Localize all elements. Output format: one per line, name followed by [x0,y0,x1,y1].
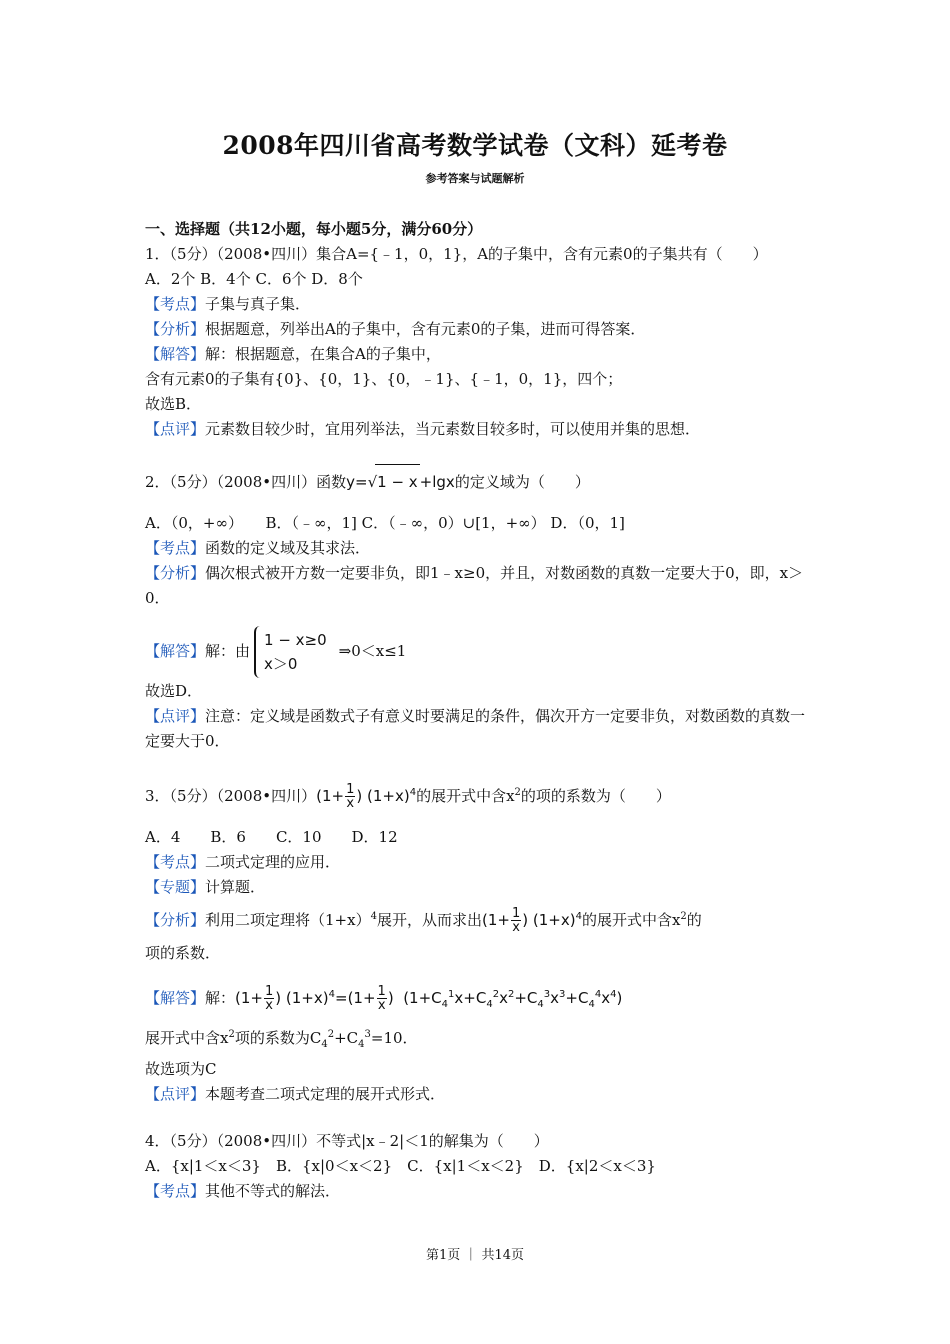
q3-j-end: ) [616,989,623,1007]
tag-fenxi: 【分析】 [145,911,206,929]
frac-den: x [265,998,273,1013]
q3-fenxi-mid: 展开，从而求出 [376,911,482,929]
q3-c-sub: 4 [441,999,449,1010]
q1-stem: 1．（5分）（2008•四川）集合A={﹣1，0，1}，A的子集中，含有元素0的子集共有（ ） [145,245,768,263]
q2-jieda-pre: 解：由 [205,642,251,660]
q2-jieda [145,623,810,679]
q1-fenxi [145,317,810,342]
tag-kaodian: 【考点】 [145,1182,206,1200]
page-subtitle: 参考答案与试题解析 [425,172,525,185]
document-body [145,217,810,1204]
q1-jieda-text: 解：根据题意，在集合A的子集中， [205,345,441,363]
q3-exp: 4 [409,787,417,798]
q3-fx-open: (1+ [481,911,510,929]
frac-num: 1 [511,906,521,921]
tag-kaodian: 【考点】 [145,295,206,313]
spacer [145,611,810,623]
q2-system [254,626,335,678]
tag-dianping: 【点评】 [145,420,206,438]
q3-kaodian [145,850,810,875]
q3-c-sub: 4 [588,999,595,1010]
q2-choice: 故选D． [145,682,203,700]
q3-j-exp: 4 [328,989,335,1000]
q1-fenxi-text: 根据题意，列举出A的子集中，含有元素0的子集，进而可得答案． [205,320,646,338]
q3-fenxi-pre: 利用二项定理将（1+x） [205,911,371,929]
q3-j-x3: x [550,989,560,1007]
q3-c-sup: 4 [594,989,602,1000]
q3-pow: 4 [610,989,617,1000]
q3-c-sub: 4 [537,999,544,1010]
q3-options: A．4 B．6 C．10 D．12 [145,828,398,846]
q3-coef-end: =10． [370,1029,418,1047]
q3-plus-c: +C [565,989,589,1007]
q3-jieda-expr [235,984,623,1013]
q3-coef-sub: 4 [321,1039,328,1050]
tag-jieda: 【解答】 [145,345,206,363]
q2-kaodian [145,536,810,561]
q3-fenxi-exp: 4 [370,911,377,922]
q2-jieda-post: ⇒0＜x≤1 [338,642,407,660]
q2-dianping-text: 注意：定义域是函数式子有意义时要满足的条件，偶次开方一定要非负，对数函数的真数一定要大于0． [145,707,806,750]
q3-coef-sub: 4 [358,1039,365,1050]
page-title: 2008年四川省高考数学试卷（文科）延考卷 [222,131,728,160]
frac-den: x [346,796,355,811]
q3-jieda [145,978,810,1022]
q2-radicand: 1 − x [375,464,420,499]
sqrt-icon: √ [367,473,378,491]
q3-stem-pre: 3．（5分）（2008•四川） [145,787,317,805]
spacer [145,813,810,825]
q3-j-open2: (1+ [347,989,376,1007]
tag-zhuanti: 【专题】 [145,878,206,896]
q3-c-sub: 4 [486,999,493,1010]
q1-kaodian [145,292,810,317]
q3-coef-plus: +C [334,1029,359,1047]
tag-jieda: 【解答】 [145,642,206,660]
q4-stem: 4．（5分）（2008•四川）不等式|x﹣2|＜1的解集为（ ） [145,1132,549,1150]
tag-jieda: 【解答】 [145,989,206,1007]
tag-fenxi: 【分析】 [145,564,206,582]
q2-func-y: y= [346,473,368,491]
q3-j-x2: x [499,989,508,1007]
page-footer: 第1页 ｜ 共14页 [425,1248,525,1263]
q3-zhuanti-text: 计算题． [205,878,266,896]
q3-j-x4: x [601,989,611,1007]
q2-options: A．（0，+∞） B．（﹣∞，1] C．（﹣∞，0）∪[1，+∞） D．（0，1] [145,514,625,532]
q1-options: A．2个 B．4个 C．6个 D．8个 [145,270,363,288]
q3-dianping-text: 本题考查二项式定理的展开式形式． [205,1085,446,1103]
spacer [145,1107,810,1129]
q2-dianping [145,704,810,754]
q3-fenxi-post: 的展开式中含x [581,911,681,929]
q2-stem [145,464,810,499]
frac-num: 1 [346,782,355,797]
q2-formula [346,473,455,491]
q1-kaodian-text: 子集与真子集． [205,295,311,313]
q4-kaodian-text: 其他不等式的解法． [205,1182,341,1200]
q3-coef-pre: 展开式中含x [145,1029,229,1047]
q3-j-open: (1+ [235,989,263,1007]
tag-dianping: 【点评】 [145,707,206,725]
q3-expr-open: (1+ [316,787,345,805]
q3-j-x: x+C [454,989,487,1007]
spacer [145,754,810,776]
section-heading: 一、选择题（共12小题，每小题5分，满分60分） [145,220,483,238]
q3-pow: 3 [559,989,566,1000]
q3-coef-sup: 2 [327,1029,335,1040]
q2-sys-line1: 1 − x≥0 [264,631,327,649]
spacer [145,499,810,511]
q1-dianping [145,417,810,442]
q3-fenxi [145,900,810,937]
q3-fx-sq: 2 [680,911,687,922]
q3-coef-mid: 项的系数为C [234,1029,322,1047]
q1-choice: 故选B． [145,395,202,413]
q3-coef-sq: 2 [228,1029,235,1040]
q3-stem-end: 的项的系数为（ ） [520,787,671,805]
q2-fenxi-text: 偶次根式被开方数一定要非负，即1﹣x≥0，并且，对数函数的真数一定要大于0，即，x＞0． [145,564,804,607]
q3-stem-post: 的展开式中含x [416,787,515,805]
q3-fx-fraction [511,907,521,934]
tag-kaodian: 【考点】 [145,853,206,871]
q3-dianping [145,1082,810,1107]
tag-kaodian: 【考点】 [145,539,206,557]
frac-num: 1 [377,984,386,999]
q2-fenxi [145,561,810,611]
q2-stem-post: 的定义域为（ ） [454,473,590,491]
frac-den: x [377,998,386,1013]
q4-kaodian [145,1179,810,1204]
q3-j-fraction2 [377,985,387,1012]
q3-fenxi-end: 的 [686,911,702,929]
q1-jieda-line2: 含有元素0的子集有{0}、{0，1}、{0，﹣1}、{﹣1，0，1}，四个； [145,370,623,388]
q3-c-sup: 3 [543,989,551,1000]
q3-j-eq: = [334,989,348,1007]
q2-stem-pre: 2．（5分）（2008•四川）函数 [145,473,347,491]
q3-fx-close: ) (1+x) [522,911,576,929]
q3-stem [145,776,810,813]
q3-fraction [345,783,355,810]
q3-fx-exp: 4 [575,911,582,922]
q3-jieda-pre: 解： [205,989,236,1007]
frac-den: x [512,920,520,935]
q3-j-rparen: ) [387,989,404,1007]
spacer [145,442,810,464]
q3-j-fraction [264,985,274,1012]
frac-num: 1 [265,984,274,999]
q4-options: A．{x|1＜x＜3} B．{x|0＜x＜2} C．{x|1＜x＜2} D．{x|2＜x＜3} [145,1157,656,1175]
spacer [145,966,810,978]
q2-kaodian-text: 函数的定义域及其求法． [205,539,371,557]
q2-sys-line2: x＞0 [264,655,298,673]
q3-coef [145,1022,810,1057]
q3-fenxi-expr [481,906,582,935]
q3-kaodian-text: 二项式定理的应用． [205,853,341,871]
q3-fenxi-line2: 项的系数． [145,944,221,962]
q3-j-close: ) (1+x) [275,989,329,1007]
tag-fenxi: 【分析】 [145,320,206,338]
q3-c-sup: 1 [448,989,455,1000]
q3-choice: 故选项为C [145,1060,217,1078]
q3-zhuanti [145,875,810,900]
q2-func-tail: +lgx [419,473,455,491]
q3-coef-sup: 3 [364,1029,371,1040]
q3-pow: 2 [507,989,515,1000]
q3-sq: 2 [514,787,521,798]
q3-expr-close: ) (1+x) [356,787,410,805]
q3-c-sup: 2 [492,989,500,1000]
q3-plus-c: +C [514,989,538,1007]
q1-dianping-text: 元素数目较少时，宜用列举法，当元素数目较多时，可以使用并集的思想． [205,420,701,438]
q3-j-expand: (1+C [403,989,442,1007]
q1-jieda [145,342,810,367]
tag-dianping: 【点评】 [145,1085,206,1103]
q3-expr [316,782,417,811]
